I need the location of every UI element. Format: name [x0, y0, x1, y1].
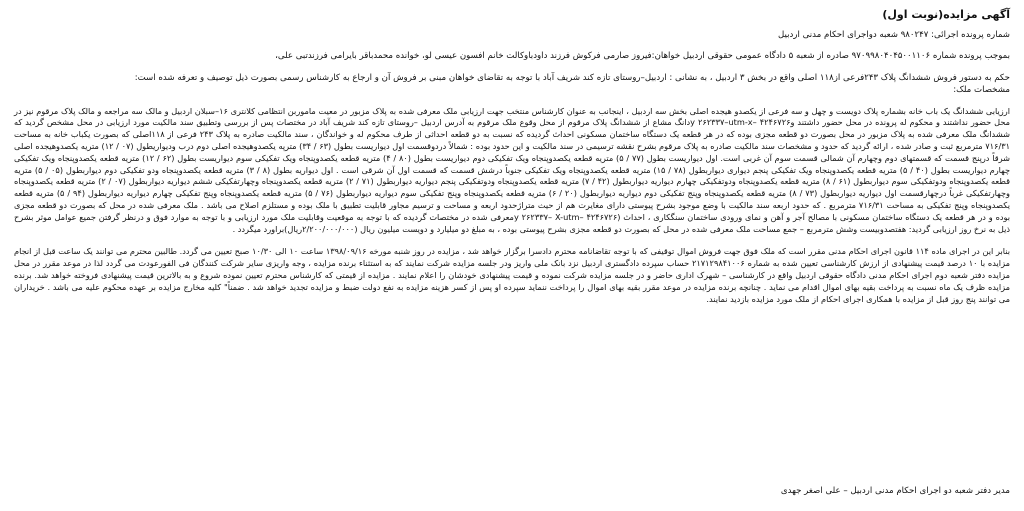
signature-line: مدیر دفتر شعبه دو اجرای احکام مدنی اردبیل – علی اصغر جهدی — [780, 486, 1010, 496]
appraisal-paragraph: ارزیابی ششدانگ یک باب خانه بشماره پلاک دویست و چهل و سه فرعی از یکصدو هیجده اصلی بخش سه اردبیل ، اینجانب به عنوان کارشناس منتخب جهت ارزیابی ملک معرفی شده به پلاک مزبور در معیت ماموربن انتظامی کلانتری ۱۶–سبلان اردبیل و مالک سه مراجعه و مالک پلاک مرقوم نیز در محل حضور نداشتند و محکوم له پرونده در محل حضور داشتند و۴۲۴۶۷۲۶ –y ۲۶۲۳۳۷–utm-xدانگ مشاع از ششدانگ پلاک مرقوم از محل وقوع ملک مرقوم به آدرس اردبیل –روستای تازه کند شریف آباد در مختصات پس از بررسی وتطبیق سند مالکیت مورد ارزیابی در محل مشخص گردید که ششدانگ ملک معرفی شده به پلاک مزبور در محل بصورت دو قطعه مجزی بوده که در هر قطعه یک دستگاه ساختمان مسکونی احداث گردیده که نسبت به دو قطعه احداثی از طرف محکوم له و خواندگان ، سند مالکیت صادره به پلاک ۲۴۳ فرعی از ۱۱۸اصلی که بصورت یکباب خانه به مساحت ۷۱۶/۳۱ مترمربع ثبت و صادر شده ، ارائه گردید که حدود و مشخصات سند مالکیت صادره به پلاک مرقوم بشرح نقشه ترسیمی در سند مالکیت و این حدود بوده : شمالاً دردوقسمت اول دیواریست بطول (۶۳ / ۳۴) مترپه یکصدوهیجده اصلی دوم درب ودیواریطول (۰۷ / ۱۲) متریه یکصدوهیجده اصلی شرقاً درپنج قسمت که قسمتهای دوم وچهارم آن شمالی قسمت سوم آن غربی است. اول دیواریست بطول (۷۷ / ۵) متریه قطعه یکصدوپنجاه ویک تفکیکی دوم دیواریست بطول (۸۰ / ۴) متریه قطعه یکصدوپنجاه ویک تفکیکی سوم دیواریست بطول (۶۲ / ۱۲) متریه قطعه یکصدوپنجاه ویک تفکیکی چهارم دیواریست بطول (۴۰ / ۵) متریه قطعه یکصدوپنجاه ویک تفکیکی پنجم دیواری دیواربطول (۷۸ / ۱۵) متریه قطعه یکصدوپنجاه ویک تفکیکی جنوباً درشش قسمت که قسمت اول آن شرقی است . اول دیواریه بطول (۸ / ۳) متریه قطعه یکصدوپنجاه ودو تفکیکی دوم دیواربطول (۰۵ / ۵) متریه قطعه یکصدوپنجاه ودوتفکیکی سوم دیواربطول (۶۱ / ۸) متریه قطعه یکصدوپنجاه ودوتفکیکی چهارم دیواریه دیواربطول (۴۲ / ۷) متریه قطعه یکصدوپنجاه ودوتفکیکی پنجم دیواریه دیواربطول (۷۱ / ۲) متریه قطعه یکصدوپنجاه وچهارتفکیکی ششم دیواریه دیواربطول (۰۷ / ۲) متریه قطعه یکصدوپنجاه وچهارتفکیکی غرباً درچهارقسمت اول دیواریه دیواربطول (۷۳ / ۸) متریه قطعه یکصدوپنجاه وپنج تفکیکی دوم دیواریه دیواربطول (۲۰ / ۶) متریه قطعه یکصدوپنجاه وپنج تفکیکی سوم دیواریه دیواربطول (۷۶ / ۵) متریه قطعه یکصدوپنجاه وپنج تفکیکی چهارم دیواریه دیواربطول (۹۴ / ۵) متریه قطعه یکصدوپنجاه وپنج تفکیکی به مساحت ۷۱۶/۳۱ مترمربع . که حدود اربعه سند مالکیت با وضع موجود بشرح پیوستی دارای مغایرت هم از حیث متراژحدود اربعه و مساحت و ترسیم مجاور قابلیت تطبیق با ملک بوده و مستلزم اصلاح می باشد . ملک معرفی شده در محل که بصورت دو قطعه مجزی بوده و در هر قطعه یک دستگاه ساختمان مسکونی با مصالح آجر و آهن و نمای ورودی ساختمان سنگکاری ، احداث (۴۲۴۶۷۲۶ –y ۲۶۲۳۳۷– X-utmمعرفی شده در مختصات گردیده که با توجه به موقعیت وقابلیت ملک مورد ارزیابی و با توجه به موارد فوق و درنظر گرفتن جمیع عوامل موثر بشرح ذیل به نرخ روز ارزیابی گردید: هفتصدوبیست وشش مترمربع – جمع مساحت ملک معرفی شده در محل که بصورت دو قطعه مجزی بشرح پیوستی بوده ، به مبلغ دو میلیارد و دویست میلیون ریال (۲/۲۰۰/۰۰۰/۰۰۰ریال)براورد میگردد . — [14, 105, 1011, 234]
judgment-line: بموجب پرونده شماره ۹۷۰۹۹۸۰۴۰۴۵۰۰۱۱۰۶ صادره از شعبه ۵ دادگاه عمومی حقوقی اردبیل خواهان:فیروز صارمی فرکوش فرزند داودباوکالت خانم افسون عیسی لو، خوانده محمدباقر بایرامی فرزندتبی علی، — [275, 51, 1010, 62]
auction-terms-paragraph: بنابر این در اجرای ماده ۱۱۴ قانون اجرای احکام مدنی مقرر است که ملک فوق جهت فروش اموال توقیفی که با توجه تقاضانامه محترم دادسرا برگزار خواهد شد ، مزایده در روز شنبه مورخه ۱۳۹۸/۰۹/۱۶ ساعت ۱۰ الی ۱۰/۳۰ صبح تعیین می گردد. طالبین محترم می توانند یک ساعت قبل از انجام مزایده با ۱۰ درصد قیمت پیشنهادی از ارزش کارشناسی تعیین شده به شماره ۲۱۷۱۲۹۸۴۱۰۰۶ حساب سپرده دادگستری اردبیل نزد بانک ملی واریز ودر جلسه مزایده شرکت نمایند که به استثناء برنده مزایده ، وجه واریزی سایر شرکت کنندگان فی الفورعودت می گردد لذا در موعد مقرر در محل مزایده دفتر شعبه دوم اجرای احکام مدنی دادگاه حقوقی اردبیل واقع در کارشناسی – شهرک اداری حاضر و در جلسه مزایده شرکت نموده و قیمت پیشنهادی خودشان را اعلام نمایند . مزایده از قیمتی که کارشناس محترم تعیین نموده شروع و به بالاترین قیمت پیشنهادی فروخته خواهد شد. برنده مزایده ظرف یک ماه نسبت به پرداخت بقیه بهای اموال اقدام می نماید . چنانچه برنده مزایده در موعد مقرر بقیه بهای اموال را پرداخت ننماید سپرده او پس از کسر هزینه مزایده به نفع دولت ضبط و مزایده تجدید خواهد شد . ضمناً" کلیه مخارج مزایده بر عهده محکوم علیه می باشد . خریداران می توانند پنج روز قبل از مزایده با همکاری اجرای احکام از ملک مورد مزایده بازدید نمایند. — [14, 246, 1010, 304]
sale-order-line: حکم به دستور فروش ششدانگ پلاک ۲۴۳فرعی از۱۱۸ اصلی واقع در بخش ۳ اردبیل ، به نشانی : اردبیل–روستای تازه کند شریف آباد با توجه به تقاضای خواهان مبنی بر فروش آن و ارجاع به کارشناس رسمی بصورت ذیل توصیف و تعرفه شده است: — [134, 72, 1010, 83]
property-specs-heading: مشخصات ملک: — [953, 85, 1010, 96]
case-number-line: شماره پرونده اجرائی: ۹۸۰۲۴۷ شعبه دواجرای احکام مدنی اردبیل — [778, 30, 1010, 40]
notice-title: آگهی مزایده(نوبت اول) — [882, 8, 1010, 21]
